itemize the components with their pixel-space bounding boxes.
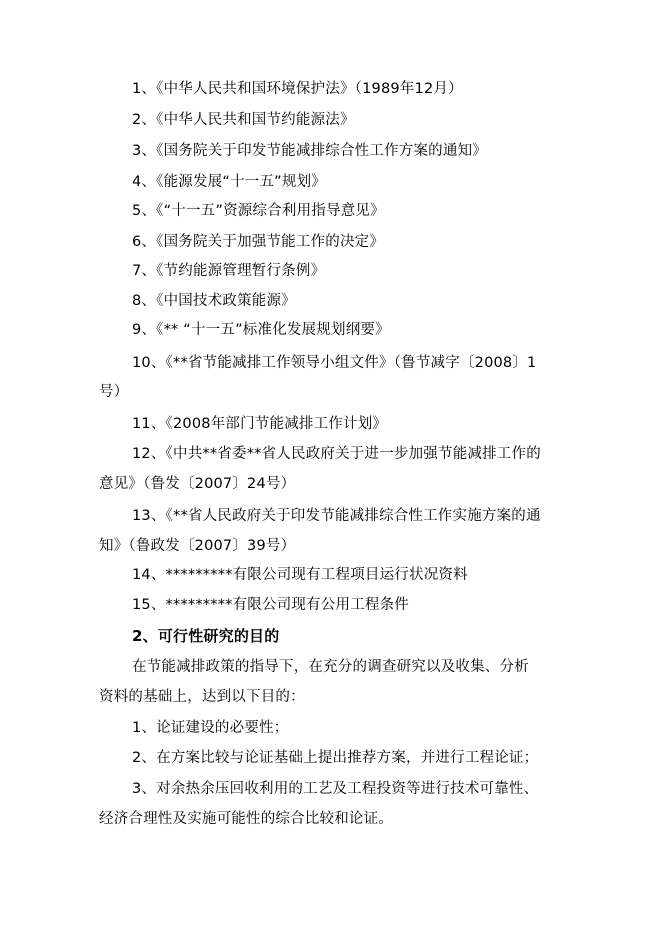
reference-item-5: 5、《“十一五”资源综合利用指导意见》: [132, 203, 385, 219]
reference-item-12-line1: 12、《中共**省委**省人民政府关于进一步加强节能减排工作的: [132, 446, 541, 462]
goal-item-1: 1、论证建设的必要性；: [132, 720, 289, 736]
section-intro-line1: 在节能减排政策的指导下，在充分的调查研究以及收集、分析: [132, 659, 529, 675]
reference-item-8: 8、《中国技术政策能源》: [132, 293, 296, 309]
section-intro-line2: 资料的基础上，达到以下目的：: [99, 689, 305, 705]
goal-item-3-line2: 经济合理性及实施可能性的综合比较和论证。: [99, 811, 393, 827]
reference-item-13-line2: 知》（鲁政发〔2007〕39号）: [99, 538, 296, 554]
reference-item-15: 15、*********有限公司现有公用工程条件: [132, 597, 409, 613]
goal-item-2: 2、在方案比较与论证基础上提出推荐方案，并进行工程论证；: [132, 750, 539, 766]
section-heading: 2、可行性研究的目的: [132, 627, 280, 645]
reference-item-14: 14、*********有限公司现有工程项目运行状况资料: [132, 567, 468, 583]
reference-item-6: 6、《国务院关于加强节能工作的决定》: [132, 234, 385, 250]
reference-item-2: 2、《中华人民共和国节约能源法》: [132, 112, 355, 128]
reference-item-9: 9、《** “十一五”标准化发展规划纲要》: [132, 322, 390, 338]
reference-item-11: 11、《2008年部门节能减排工作计划》: [132, 416, 388, 432]
reference-item-12-line2: 意见》（鲁发〔2007〕24号）: [99, 476, 296, 492]
reference-item-10-line1: 10、《**省节能减排工作领导小组文件》（鲁节减字〔2008〕1: [132, 355, 537, 371]
goal-item-3-line1: 3、对余热余压回收利用的工艺及工程投资等进行技术可靠性、: [132, 781, 539, 797]
reference-item-4: 4、《能源发展“十一五”规划》: [132, 174, 326, 190]
reference-item-3: 3、《国务院关于印发节能减排综合性工作方案的通知》: [132, 143, 487, 159]
reference-item-13-line1: 13、《**省人民政府关于印发节能减排综合性工作实施方案的通: [132, 508, 541, 524]
reference-item-7: 7、《节约能源管理暂行条例》: [132, 263, 326, 279]
reference-item-10-line2: 号）: [99, 384, 129, 400]
reference-item-1: 1、《中华人民共和国环境保护法》（1989年12月）: [132, 81, 463, 97]
